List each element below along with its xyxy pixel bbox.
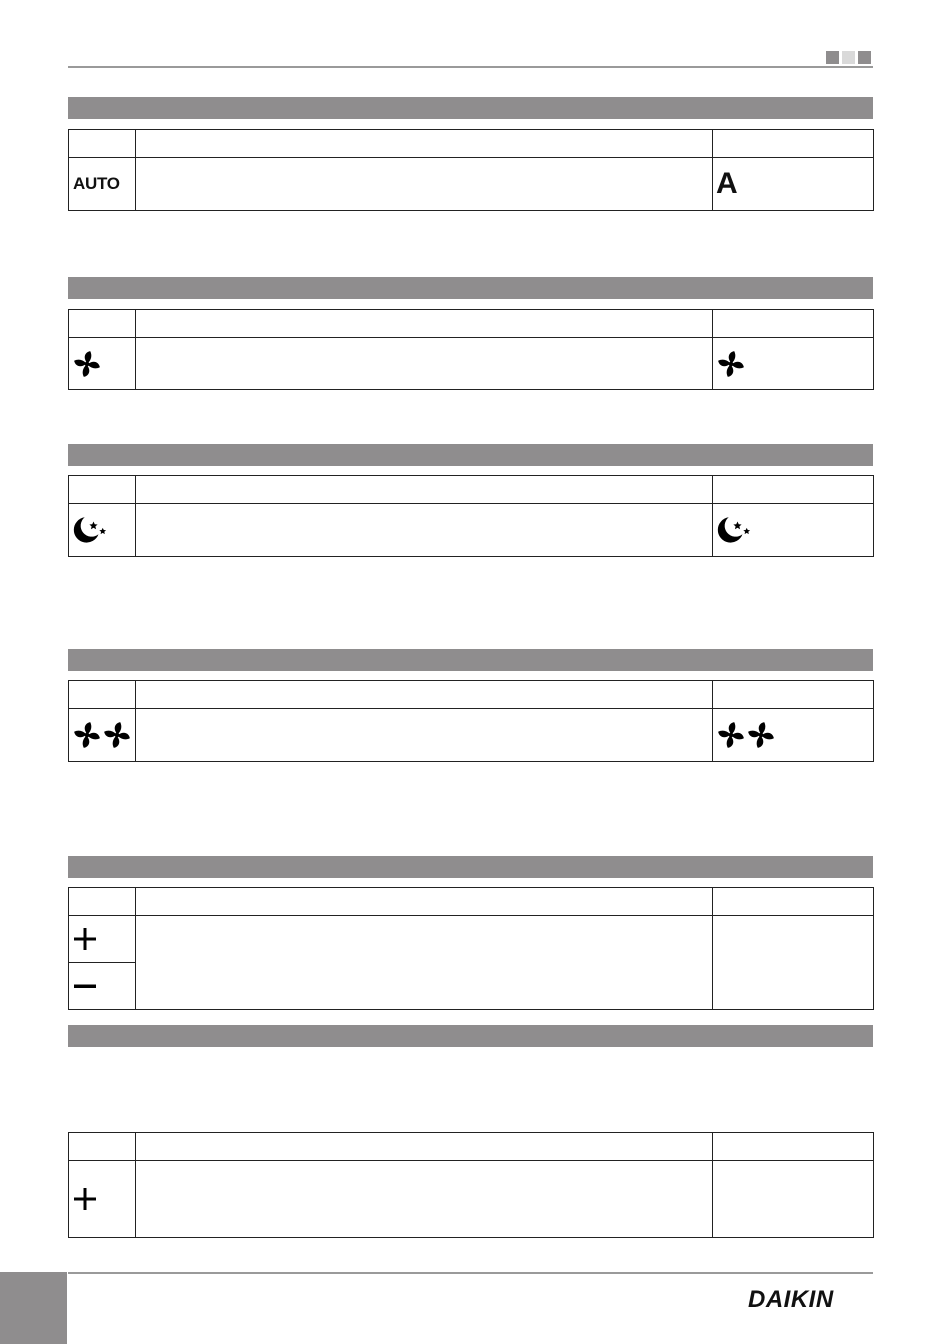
auto-table: [68, 129, 874, 211]
header-square: [842, 51, 855, 64]
fan-icon: [69, 349, 135, 379]
double-fan-table: [68, 680, 874, 762]
minus-icon: [69, 973, 135, 999]
section-bar: [68, 444, 873, 466]
moon-stars-icon: [713, 514, 873, 546]
header-squares: [826, 51, 871, 64]
plus-icon: [69, 926, 135, 952]
section-bar: [68, 1025, 873, 1047]
section-bar: [68, 649, 873, 671]
footer-tab: [0, 1272, 67, 1344]
fan-table: [68, 309, 874, 390]
header-rule: [68, 66, 873, 68]
header-square: [826, 51, 839, 64]
brand-logo: DAIKIN: [748, 1286, 834, 1313]
section-bar: [68, 97, 873, 119]
plus-table: [68, 1132, 874, 1238]
double-fan-icon: [69, 720, 135, 750]
plus-icon: [69, 1186, 135, 1212]
auto-button-label: AUTO: [73, 174, 120, 193]
header-square: [858, 51, 871, 64]
sleep-table: [68, 475, 874, 557]
section-bar: [68, 277, 873, 299]
section-bar: [68, 856, 873, 878]
auto-display-symbol: A: [716, 167, 738, 200]
double-fan-icon: [713, 720, 873, 750]
moon-stars-icon: [69, 514, 135, 546]
plus-minus-table: [68, 887, 874, 1010]
fan-icon: [713, 349, 873, 379]
footer-rule: [68, 1272, 873, 1274]
